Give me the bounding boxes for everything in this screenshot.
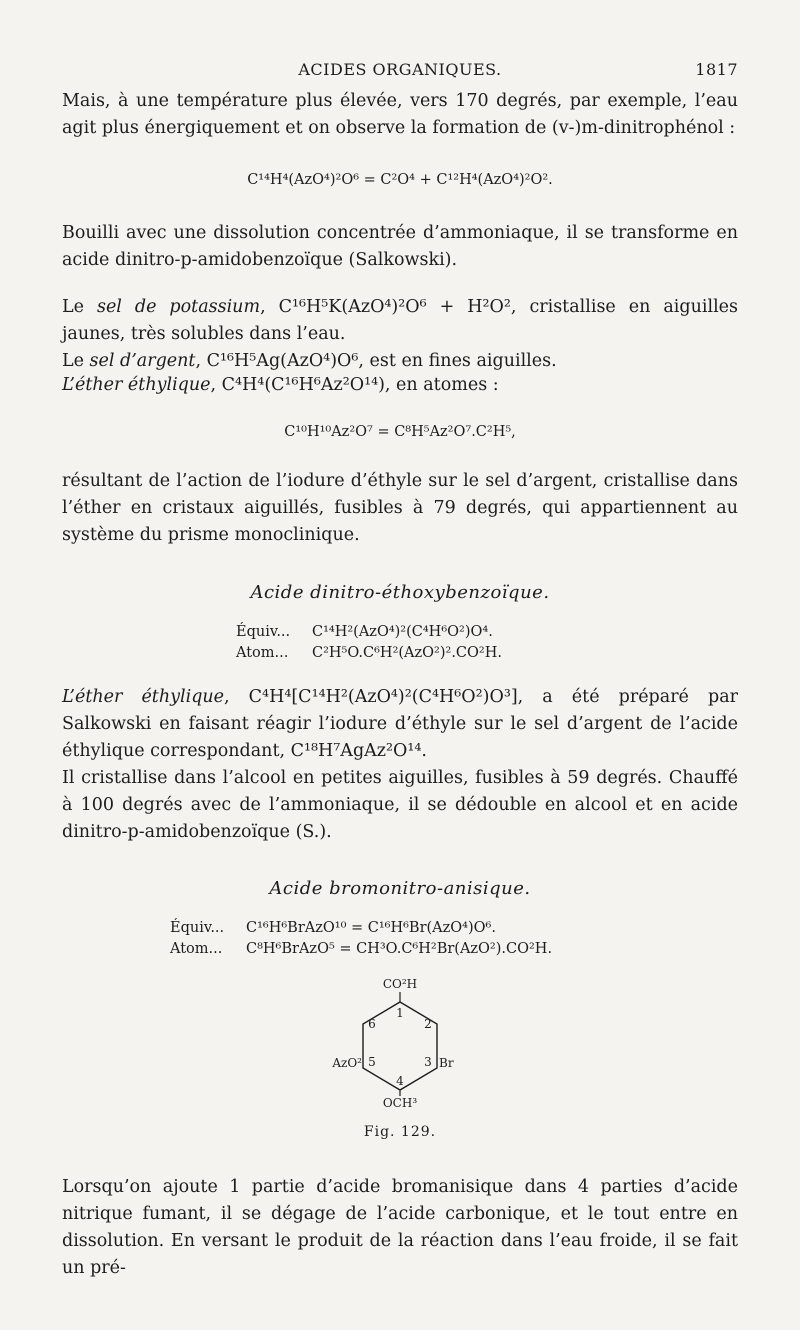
substituent-bromine: Br xyxy=(439,1056,454,1070)
ethyl-ether-rest: , C⁴H⁴(C¹⁶H⁶Az²O¹⁴), en atomes : xyxy=(210,375,499,395)
potassium-term: sel de potassium xyxy=(96,297,261,317)
paragraph-crystallization: Il cristallise dans l’alcool en petites aiguilles, fusibles à 59 degrés. Chauffé à 100 degrés avec de l’ammoniaque, il se dédouble en alcool et en acide dinitro-p-amidobenzoïque (S.). xyxy=(62,768,738,842)
formula-dinitrophenol: C¹⁴H⁴(AzO⁴)²O⁶ = C²O⁴ + C¹²H⁴(AzO⁴)²O². xyxy=(247,172,553,188)
paragraph-ethyl-ether xyxy=(62,372,738,399)
page-number: 1817 xyxy=(695,60,738,79)
potassium-lead: Le xyxy=(62,297,97,317)
paragraph-ethyl-ether-salkowski xyxy=(62,684,738,765)
atom-row-1 xyxy=(236,643,502,663)
silver-lead: Le xyxy=(62,351,90,371)
equiv-row-2 xyxy=(170,918,496,938)
paragraph-nitric-acid: Lorsqu’on ajoute 1 partie d’acide bromanisique dans 4 parties d’acide nitrique fumant, il se dégage de l’acide carbonique, et le tout entre en dissolution. En versant le produit de la réaction dans l’eau froide, il se fait un pré- xyxy=(62,1177,738,1278)
ring-position-1: 1 xyxy=(396,1006,404,1020)
ring-position-2: 2 xyxy=(424,1017,432,1031)
substituent-nitro: AzO² xyxy=(332,1056,362,1070)
section-heading-dinitro-ethoxybenzoic: Acide dinitro-éthoxybenzoïque. xyxy=(250,582,550,603)
section-heading-bromonitro-anisic: Acide bromonitro-anisique. xyxy=(269,878,531,899)
equiv-formula-2: C¹⁶H⁶BrAzO¹⁰ = C¹⁶H⁶Br(AzO⁴)O⁶. xyxy=(246,920,496,936)
paragraph-temperature: Mais, à une température plus élevée, vers 170 degrés, par exemple, l’eau agit plus énergiquement et on observe la formation de (v-)m-dinitrophénol : xyxy=(62,91,738,138)
benzene-ring-figure xyxy=(300,972,500,1112)
ethyl-ether-term-2: L’éther éthylique xyxy=(62,687,225,707)
equiv-row-1 xyxy=(236,622,493,642)
ring-position-6: 6 xyxy=(368,1017,376,1031)
atom-label-2: Atom... xyxy=(170,941,223,957)
substituent-methoxy: OCH³ xyxy=(382,1096,418,1110)
ring-position-5: 5 xyxy=(368,1055,376,1069)
potassium-rest: , C¹⁶H⁵K(AzO⁴)²O⁶ + H²O², cristallise en aiguilles jaunes, très solubles dans l’eau. xyxy=(62,297,738,344)
ring-position-3: 3 xyxy=(424,1055,432,1069)
page-header xyxy=(62,60,738,84)
figure-caption: Fig. 129. xyxy=(363,1124,437,1140)
equiv-label: Équiv... xyxy=(236,624,291,640)
formula-ethyl-ether: C¹⁰H¹⁰Az²O⁷ = C⁸H⁵Az²O⁷.C²H⁵, xyxy=(284,424,516,440)
paragraph-iodide-reaction: résultant de l’action de l’iodure d’éthyle sur le sel d’argent, cristallise dans l’éther en cristaux aiguillés, fusibles à 79 degrés, qui appartiennent au système du prisme monoclinique. xyxy=(62,471,738,545)
equiv-label-2: Équiv... xyxy=(170,920,225,936)
atom-formula: C²H⁵O.C⁶H²(AzO²)².CO²H. xyxy=(312,645,502,661)
atom-label: Atom... xyxy=(236,645,289,661)
paragraph-silver-salt xyxy=(62,348,738,375)
silver-rest: , C¹⁶H⁵Ag(AzO⁴)O⁶, est en fines aiguilles. xyxy=(195,351,557,371)
equiv-formula: C¹⁴H²(AzO⁴)²(C⁴H⁶O²)O⁴. xyxy=(312,624,493,640)
atom-formula-2: C⁸H⁶BrAzO⁵ = CH³O.C⁶H²Br(AzO²).CO²H. xyxy=(246,941,553,957)
paragraph-potassium-salt xyxy=(62,294,738,348)
atom-row-2 xyxy=(170,939,552,959)
silver-term: sel d’argent xyxy=(89,351,196,371)
ring-position-4: 4 xyxy=(396,1074,404,1088)
ethyl-ether-rest-2: , C⁴H⁴[C¹⁴H²(AzO⁴)²(C⁴H⁶O²)O³], a été préparé par Salkowski en faisant réagir l’iodure d’éthyle sur le sel d’argent de l’acide éthylique correspondant, C¹⁸H⁷AgAz²O¹⁴. xyxy=(62,687,738,761)
ethyl-ether-term: L’éther éthylique xyxy=(62,375,211,395)
running-title: ACIDES ORGANIQUES. xyxy=(298,60,502,79)
paragraph-ammonia: Bouilli avec une dissolution concentrée d’ammoniaque, il se transforme en acide dinitro-p-amidobenzoïque (Salkowski). xyxy=(62,223,738,270)
substituent-carboxyl: CO²H xyxy=(382,977,418,991)
